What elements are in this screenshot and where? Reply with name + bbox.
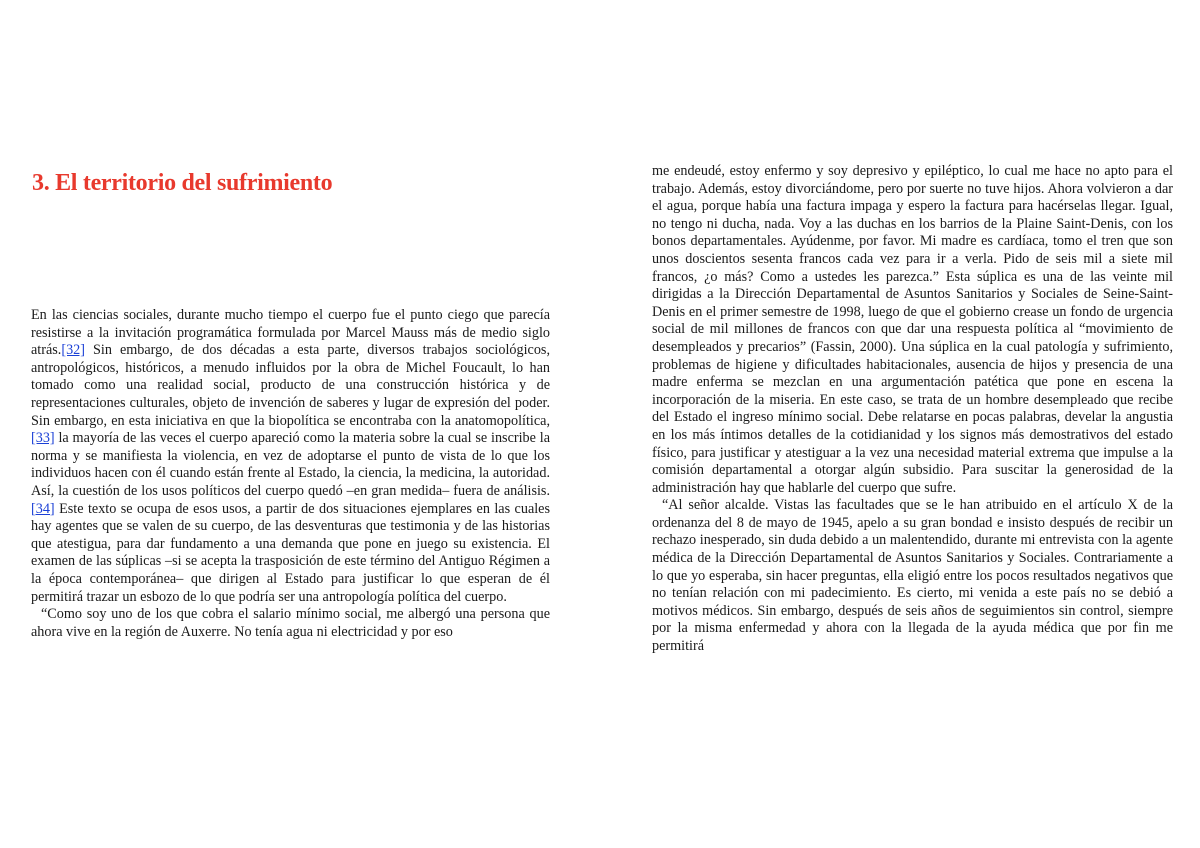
paragraph xyxy=(31,307,550,606)
footnote-link-33[interactable]: [33] xyxy=(31,430,55,447)
text-span: Sin embargo, de dos décadas a esta parte, diversos trabajos sociológicos, antropológicos, históricos, a menudo influidos por la obra de Michel Foucault, lo han tomado como una realidad social, producto de una construcción histórica y de representaciones culturales, objeto de invención de saberes y lugar de expresión del poder. Sin embargo, en esta iniciativa en que la biopolítica se encontraba con la anatomopolítica, xyxy=(31,342,550,429)
paragraph: “Como soy uno de los que cobra el salario mínimo social, me albergó una persona que ahora vive en la región de Auxerre. No tenía agua ni electricidad y por eso xyxy=(31,606,550,640)
right-page xyxy=(600,0,1200,848)
footnote-link-34[interactable]: [34] xyxy=(31,500,55,517)
paragraph: “Al señor alcalde. Vistas las facultades que se le han atribuido en el artículo X de la ordenanza del 8 de mayo de 1945, apelo a su gran bondad e insisto después de recibir un rechazo inesperado, sin duda debido a un malentendido, durante mi entrevista con la agente médica de la Dirección Departamental de Asuntos Sanitarios y Sociales. Contrariamente a lo que yo esperaba, sin hacer preguntas, ella eligió entre los pocos resultados negativos que no tenían relación con mi padecimiento. Es cierto, mi venida a este país no se debió a motivos médicos. Sin embargo, después de seis años de seguimientos sin control, siempre por la misma enfermedad y ahora con la llegada de la ayuda médica que por fin me permitirá xyxy=(652,497,1173,655)
text-span: la mayoría de las veces el cuerpo apareció como la materia sobre la cual se inscribe la norma y se manifiesta la violencia, en vez de adoptarse el punto de vista de lo que los individuos hacen con él cuando están frente al Estado, la ciencia, la medicina, la autoridad. Así, la cuestión de los usos políticos del cuerpo quedó –en gran medida– fuera de análisis. xyxy=(31,430,550,499)
text-span: En las ciencias sociales, durante mucho tiempo el cuerpo fue el punto ciego que parecía resistirse a la invitación programática formulada por Marcel Mauss más de medio siglo atrás. xyxy=(31,307,550,359)
right-text-column xyxy=(652,163,1173,656)
left-text-column xyxy=(31,307,550,641)
chapter-title: 3. El territorio del sufrimiento xyxy=(32,170,333,196)
footnote-link-32[interactable]: [32] xyxy=(61,342,85,359)
text-span: Este texto se ocupa de esos usos, a partir de dos situaciones ejemplares en las cuales hay agentes que se valen de su cuerpo, de las desventuras que testimonia y de las historias que atestigua, para dar fundamento a una demanda que pone en juego su existencia. El examen de las súplicas –si se acepta la trasposición de este término del Antiguo Régimen a la época contemporánea– que dirigen al Estado para justificar lo que esperan de él permitirá trazar un esbozo de lo que podría ser una antropología política del cuerpo. xyxy=(31,500,550,605)
paragraph: me endeudé, estoy enfermo y soy depresivo y epiléptico, lo cual me hace no apto para el trabajo. Además, estoy divorciándome, pero por suerte no tuve hijos. Ahora volvieron a dar el agua, porque había una factura impaga y espero la factura para hacérselas llegar. Igual, no tengo ni ducha, nada. Voy a las duchas en los barrios de la Plaine Saint-Denis, con los bonos departamentales. Ayúdenme, por favor. Mi madre es cardíaca, tomo el tren que son unos doscientos sesenta francos cada vez para ir a verla. Pido de seis mil a siete mil francos, ¿o más? Como a ustedes les parezca.” Esta súplica es una de las veinte mil dirigidas a la Dirección Departamental de Asuntos Sanitarios y Sociales de Seine-Saint-Denis en el primer semestre de 1998, luego de que el gobierno crease un fondo de urgencia social de mil millones de francos con que dar una respuesta política al “movimiento de desempleados y precarios” (Fassin, 2000). Una súplica en la cual patología y sufrimiento, problemas de higiene y dificultades habitacionales, ausencia de hijos y presencia de una madre enferma se mezclan en una argumentación patética que pone en escena la incorporación de la miseria. En este caso, se trata de un hombre desempleado que recibe del Estado el ingreso mínimo social. Debe relatarse en pocas palabras, develar la angustia en los más íntimos detalles de la cotidianidad y los signos más demostrativos del estado físico, para justificar y atestiguar a la vez una necesidad material extrema que impulse a la comisión departamental a otorgar algún subsidio. Para suscitar la generosidad de la administración hay que hablarle del cuerpo que sufre. xyxy=(652,163,1173,496)
